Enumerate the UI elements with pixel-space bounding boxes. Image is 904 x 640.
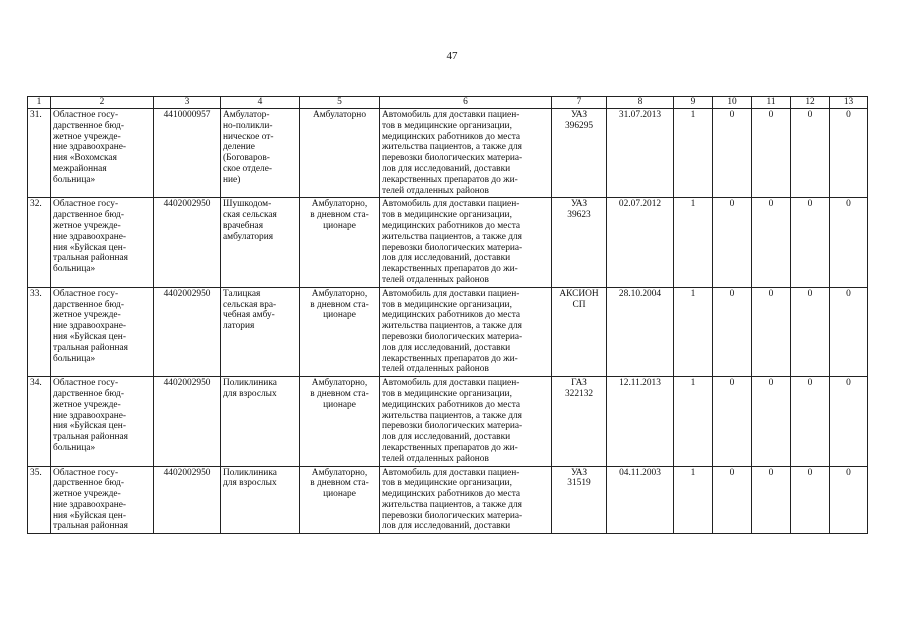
- care-mode-cell: Амбулаторно: [300, 109, 380, 198]
- count-cell: 0: [830, 198, 868, 287]
- table-row: [28, 466, 868, 534]
- count-cell: 0: [713, 466, 752, 534]
- department-cell: Поликлиника для взрослых: [221, 466, 300, 534]
- column-header: 3: [154, 97, 221, 109]
- row-number-cell: 32.: [28, 198, 51, 287]
- row-number-cell: 33.: [28, 287, 51, 376]
- count-cell: 0: [791, 466, 830, 534]
- column-header: 10: [713, 97, 752, 109]
- purpose-cell: Автомобиль для доставки пациен- тов в медицинские организации, медицинских работников до места жительства пациентов, а также для перевозки биологических материа- лов для исследований, доставки лекарственных препаратов до жи- телей отдаленных районов: [380, 287, 552, 376]
- date-cell: 02.07.2012: [607, 198, 674, 287]
- inn-cell: 4402002950: [154, 287, 221, 376]
- organization-cell: Областное госу- дарственное бюд- жетное учрежде- ние здравоохране- ния «Буйская цен- тральная районная больница»: [51, 198, 154, 287]
- count-cell: 0: [713, 109, 752, 198]
- care-mode-cell: Амбулаторно, в дневном ста- ционаре: [300, 198, 380, 287]
- count-cell: 1: [674, 287, 713, 376]
- vehicle-model-cell: УАЗ 396295: [552, 109, 607, 198]
- table-body: [28, 109, 868, 534]
- department-cell: Амбулатор- но-поликли- ническое от- деление (Боговаров- ское отделе- ние): [221, 109, 300, 198]
- column-header: 2: [51, 97, 154, 109]
- count-cell: 0: [752, 377, 791, 466]
- count-cell: 0: [752, 109, 791, 198]
- date-cell: 04.11.2003: [607, 466, 674, 534]
- column-header: 5: [300, 97, 380, 109]
- organization-cell: Областное госу- дарственное бюд- жетное учрежде- ние здравоохране- ния «Буйская цен- тральная районная больница»: [51, 287, 154, 376]
- count-cell: 0: [752, 287, 791, 376]
- column-header: 9: [674, 97, 713, 109]
- column-header: 1: [28, 97, 51, 109]
- count-cell: 0: [752, 198, 791, 287]
- count-cell: 0: [713, 287, 752, 376]
- table-row: [28, 198, 868, 287]
- count-cell: 1: [674, 466, 713, 534]
- table-container: [27, 96, 869, 640]
- count-cell: 1: [674, 109, 713, 198]
- column-header: 13: [830, 97, 868, 109]
- vehicle-model-cell: УАЗ 39623: [552, 198, 607, 287]
- vehicle-model-cell: АКСИОН СП: [552, 287, 607, 376]
- vehicle-model-cell: ГАЗ 322132: [552, 377, 607, 466]
- row-number-cell: 34.: [28, 377, 51, 466]
- count-cell: 0: [791, 198, 830, 287]
- count-cell: 0: [752, 466, 791, 534]
- column-header: 12: [791, 97, 830, 109]
- table-row: [28, 109, 868, 198]
- date-cell: 31.07.2013: [607, 109, 674, 198]
- column-header: 4: [221, 97, 300, 109]
- table-row: [28, 287, 868, 376]
- count-cell: 0: [830, 377, 868, 466]
- count-cell: 0: [830, 287, 868, 376]
- count-cell: 1: [674, 198, 713, 287]
- row-number-cell: 31.: [28, 109, 51, 198]
- inn-cell: 4402002950: [154, 466, 221, 534]
- care-mode-cell: Амбулаторно, в дневном ста- ционаре: [300, 377, 380, 466]
- inn-cell: 4402002950: [154, 198, 221, 287]
- inn-cell: 4402002950: [154, 377, 221, 466]
- page-number: 47: [446, 50, 458, 62]
- count-cell: 0: [830, 109, 868, 198]
- column-header: 7: [552, 97, 607, 109]
- inn-cell: 4410000957: [154, 109, 221, 198]
- department-cell: Талицкая сельская вра- чебная амбу- латория: [221, 287, 300, 376]
- count-cell: 1: [674, 377, 713, 466]
- count-cell: 0: [791, 377, 830, 466]
- count-cell: 0: [830, 466, 868, 534]
- organization-cell: Областное госу- дарственное бюд- жетное учрежде- ние здравоохране- ния «Вохомская межрайонная больница»: [51, 109, 154, 198]
- department-cell: Поликлиника для взрослых: [221, 377, 300, 466]
- date-cell: 28.10.2004: [607, 287, 674, 376]
- purpose-cell: Автомобиль для доставки пациен- тов в медицинские организации, медицинских работников до места жительства пациентов, а также для перевозки биологических материа- лов для исследований, доставки: [380, 466, 552, 534]
- column-header: 6: [380, 97, 552, 109]
- count-cell: 0: [791, 287, 830, 376]
- date-cell: 12.11.2013: [607, 377, 674, 466]
- column-header: 8: [607, 97, 674, 109]
- vehicle-model-cell: УАЗ 31519: [552, 466, 607, 534]
- purpose-cell: Автомобиль для доставки пациен- тов в медицинские организации, медицинских работников до места жительства пациентов, а также для перевозки биологических материа- лов для исследований, доставки лекарственных препаратов до жи- телей отдаленных районов: [380, 377, 552, 466]
- care-mode-cell: Амбулаторно, в дневном ста- ционаре: [300, 466, 380, 534]
- organization-cell: Областное госу- дарственное бюд- жетное учрежде- ние здравоохране- ния «Буйская цен- тральная районная больница»: [51, 377, 154, 466]
- purpose-cell: Автомобиль для доставки пациен- тов в медицинские организации, медицинских работников до места жительства пациентов, а также для перевозки биологических материа- лов для исследований, доставки лекарственных препаратов до жи- телей отдаленных районов: [380, 198, 552, 287]
- count-cell: 0: [713, 198, 752, 287]
- organization-cell: Областное госу- дарственное бюд- жетное учрежде- ние здравоохране- ния «Буйская цен- тральная районная: [51, 466, 154, 534]
- vehicle-table: [27, 96, 868, 534]
- column-number-row: [28, 97, 868, 109]
- count-cell: 0: [791, 109, 830, 198]
- count-cell: 0: [713, 377, 752, 466]
- care-mode-cell: Амбулаторно, в дневном ста- ционаре: [300, 287, 380, 376]
- column-header: 11: [752, 97, 791, 109]
- row-number-cell: 35.: [28, 466, 51, 534]
- purpose-cell: Автомобиль для доставки пациен- тов в медицинские организации, медицинских работников до места жительства пациентов, а также для перевозки биологических материа- лов для исследований, доставки лекарственных препаратов до жи- телей отдаленных районов: [380, 109, 552, 198]
- table-row: [28, 377, 868, 466]
- department-cell: Шушкодом- ская сельская врачебная амбулатория: [221, 198, 300, 287]
